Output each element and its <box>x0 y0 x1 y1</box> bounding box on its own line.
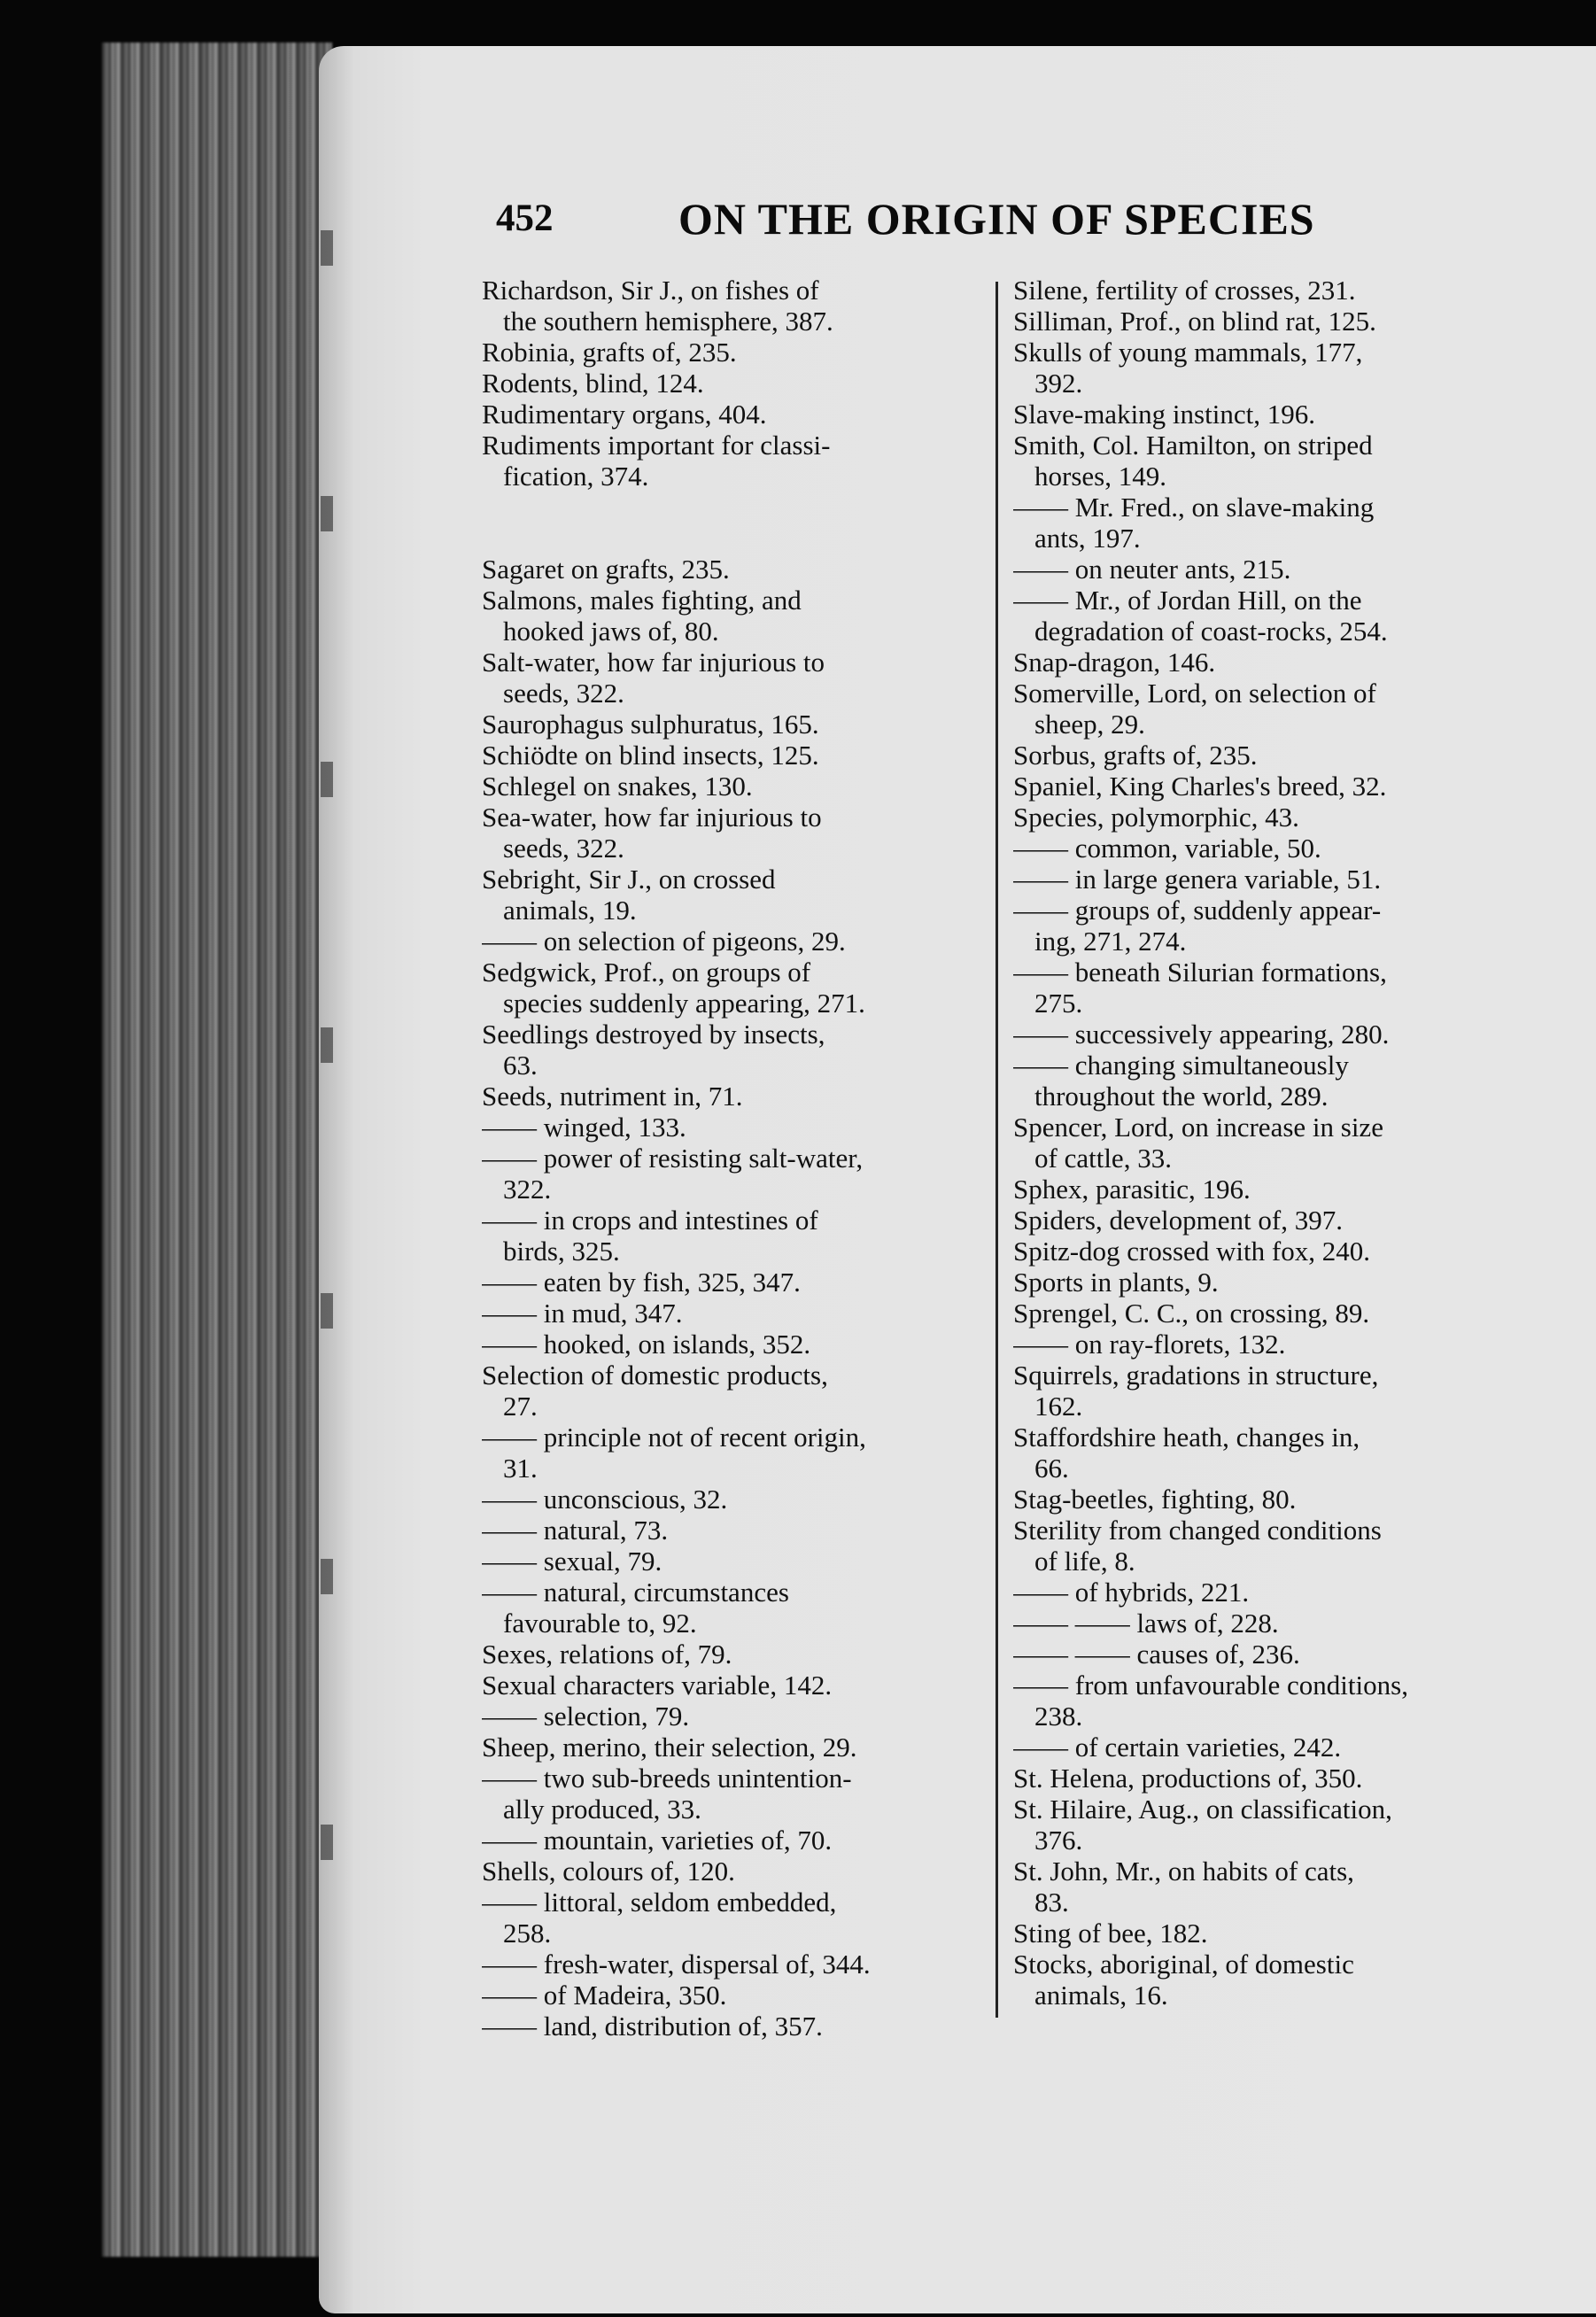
index-entry: —— of certain varieties, 242. <box>1013 1732 1342 1763</box>
index-column-right <box>1013 275 1545 2011</box>
index-entry-continuation: ing, 271, 274. <box>1034 926 1187 957</box>
index-entry: —— eaten by fish, 325, 347. <box>482 1267 801 1298</box>
index-entry: Sphex, parasitic, 196. <box>1013 1174 1251 1205</box>
index-entry: St. Helena, productions of, 350. <box>1013 1763 1363 1794</box>
index-entry: Skulls of young mammals, 177, <box>1013 337 1363 368</box>
index-entry-continuation: birds, 325. <box>503 1236 620 1267</box>
index-entry: Sheep, merino, their selection, 29. <box>482 1732 857 1763</box>
index-entry: Sagaret on grafts, 235. <box>482 554 730 585</box>
index-entry: —— power of resisting salt-water, <box>482 1143 864 1174</box>
index-entry: —— selection, 79. <box>482 1701 690 1732</box>
index-entry: —— changing simultaneously <box>1013 1050 1349 1081</box>
index-entry: —— in crops and intestines of <box>482 1205 818 1236</box>
index-entry: Selection of domestic products, <box>482 1360 828 1391</box>
index-entry-continuation: seeds, 322. <box>503 678 624 709</box>
index-entry: Slave-making instinct, 196. <box>1013 399 1315 430</box>
index-entry-continuation: ants, 197. <box>1034 523 1141 554</box>
index-entry: —— successively appearing, 280. <box>1013 1019 1390 1050</box>
index-entry: Spaniel, King Charles's breed, 32. <box>1013 771 1387 802</box>
index-entry-continuation: 376. <box>1034 1825 1083 1856</box>
index-entry: Rudiments important for classi- <box>482 430 831 461</box>
index-entry: —— —— laws of, 228. <box>1013 1608 1279 1639</box>
index-entry: Sorbus, grafts of, 235. <box>1013 740 1258 771</box>
index-entry: —— —— causes of, 236. <box>1013 1639 1300 1670</box>
index-entry: Salmons, males fighting, and <box>482 585 802 616</box>
index-entry: —— littoral, seldom embedded, <box>482 1887 837 1918</box>
index-entry: Staffordshire heath, changes in, <box>1013 1422 1360 1453</box>
index-entry: —— winged, 133. <box>482 1112 686 1143</box>
index-entry: —— on ray-florets, 132. <box>1013 1329 1286 1360</box>
index-entry: Silliman, Prof., on blind rat, 125. <box>1013 306 1376 337</box>
column-rule <box>996 282 998 2018</box>
index-entry: —— unconscious, 32. <box>482 1484 728 1515</box>
index-entry: Schiödte on blind insects, 125. <box>482 740 819 771</box>
index-entry-continuation: favourable to, 92. <box>503 1608 697 1639</box>
index-entry: —— Mr., of Jordan Hill, on the <box>1013 585 1362 616</box>
index-entry-continuation: sheep, 29. <box>1034 709 1145 740</box>
index-entry: Sebright, Sir J., on crossed <box>482 864 776 895</box>
index-entry-continuation: horses, 149. <box>1034 461 1166 492</box>
index-entry: Spitz-dog crossed with fox, 240. <box>1013 1236 1370 1267</box>
index-entry: —— on neuter ants, 215. <box>1013 554 1291 585</box>
index-column-left <box>482 275 996 2042</box>
index-entry: Sea-water, how far injurious to <box>482 802 822 833</box>
index-entry: Silene, fertility of crosses, 231. <box>1013 275 1356 306</box>
index-entry-continuation: throughout the world, 289. <box>1034 1081 1329 1112</box>
index-entry: St. John, Mr., on habits of cats, <box>1013 1856 1354 1887</box>
book-page-edges <box>102 43 332 2257</box>
index-entry: St. Hilaire, Aug., on classification, <box>1013 1794 1392 1825</box>
index-entry-continuation: 392. <box>1034 368 1083 399</box>
index-entry-continuation: ally produced, 33. <box>503 1794 701 1825</box>
index-entry-continuation: 322. <box>503 1174 552 1205</box>
index-entry: Salt-water, how far injurious to <box>482 647 825 678</box>
index-entry: —— of Madeira, 350. <box>482 1980 727 2011</box>
index-entry: Snap-dragon, 146. <box>1013 647 1216 678</box>
index-entry: Sedgwick, Prof., on groups of <box>482 957 811 988</box>
index-entry-continuation: 66. <box>1034 1453 1069 1484</box>
index-entry-continuation: 258. <box>503 1918 552 1949</box>
index-entry: —— sexual, 79. <box>482 1546 662 1577</box>
index-entry-continuation: animals, 16. <box>1034 1980 1168 2011</box>
index-entry-continuation: degradation of coast-rocks, 254. <box>1034 616 1388 647</box>
index-entry-continuation: species suddenly appearing, 271. <box>503 988 865 1019</box>
index-entry: —— beneath Silurian formations, <box>1013 957 1387 988</box>
index-entry: Saurophagus sulphuratus, 165. <box>482 709 819 740</box>
index-entry-continuation: 63. <box>503 1050 538 1081</box>
index-entry: —— on selection of pigeons, 29. <box>482 926 846 957</box>
index-entry: Richardson, Sir J., on fishes of <box>482 275 819 306</box>
gutter-marks <box>321 124 333 2073</box>
index-entry: —— of hybrids, 221. <box>1013 1577 1250 1608</box>
index-entry: Sprengel, C. C., on crossing, 89. <box>1013 1298 1370 1329</box>
index-entry: Seedlings destroyed by insects, <box>482 1019 825 1050</box>
index-entry-continuation: fication, 374. <box>503 461 649 492</box>
index-entry: —— natural, 73. <box>482 1515 669 1546</box>
index-entry: —— groups of, suddenly appear- <box>1013 895 1382 926</box>
index-entry: Seeds, nutriment in, 71. <box>482 1081 743 1112</box>
index-entry: Squirrels, gradations in structure, <box>1013 1360 1379 1391</box>
index-entry: —— two sub-breeds unintention- <box>482 1763 852 1794</box>
index-entry: Shells, colours of, 120. <box>482 1856 735 1887</box>
index-entry-continuation: 27. <box>503 1391 538 1422</box>
index-entry: Sports in plants, 9. <box>1013 1267 1219 1298</box>
index-entry: Sexes, relations of, 79. <box>482 1639 732 1670</box>
index-entry: Robinia, grafts of, 235. <box>482 337 737 368</box>
index-entry: Stocks, aboriginal, of domestic <box>1013 1949 1354 1980</box>
index-entry: Rodents, blind, 124. <box>482 368 704 399</box>
index-entry: —— natural, circumstances <box>482 1577 789 1608</box>
index-entry: Sterility from changed conditions <box>1013 1515 1382 1546</box>
index-spacer <box>482 492 996 523</box>
index-entry-continuation: of cattle, 33. <box>1034 1143 1172 1174</box>
index-entry: Spiders, development of, 397. <box>1013 1205 1343 1236</box>
page-number: 452 <box>496 198 554 239</box>
index-entry: Smith, Col. Hamilton, on striped <box>1013 430 1373 461</box>
index-entry: Stag-beetles, fighting, 80. <box>1013 1484 1297 1515</box>
index-entry: —— mountain, varieties of, 70. <box>482 1825 833 1856</box>
index-entry: —— Mr. Fred., on slave-making <box>1013 492 1375 523</box>
index-entry-continuation: the southern hemisphere, 387. <box>503 306 833 337</box>
index-entry-continuation: 275. <box>1034 988 1083 1019</box>
index-entry: Rudimentary organs, 404. <box>482 399 767 430</box>
index-entry: —— from unfavourable conditions, <box>1013 1670 1408 1701</box>
index-entry-continuation: 162. <box>1034 1391 1083 1422</box>
index-entry: Sexual characters variable, 142. <box>482 1670 833 1701</box>
index-entry: —— fresh-water, dispersal of, 344. <box>482 1949 871 1980</box>
index-entry: —— principle not of recent origin, <box>482 1422 866 1453</box>
index-entry: —— land, distribution of, 357. <box>482 2011 823 2042</box>
index-entry: —— hooked, on islands, 352. <box>482 1329 811 1360</box>
index-entry: Spencer, Lord, on increase in size <box>1013 1112 1383 1143</box>
index-entry-continuation: seeds, 322. <box>503 833 624 864</box>
index-entry-continuation: 31. <box>503 1453 538 1484</box>
page-header <box>496 193 1382 255</box>
index-entry-continuation: 238. <box>1034 1701 1083 1732</box>
index-entry: —— common, variable, 50. <box>1013 833 1321 864</box>
index-entry-continuation: animals, 19. <box>503 895 637 926</box>
index-entry: Somerville, Lord, on selection of <box>1013 678 1376 709</box>
index-entry-continuation: of life, 8. <box>1034 1546 1135 1577</box>
index-entry: Schlegel on snakes, 130. <box>482 771 753 802</box>
index-entry: —— in large genera variable, 51. <box>1013 864 1382 895</box>
running-title: ON THE ORIGIN OF SPECIES <box>678 194 1315 244</box>
index-entry: Species, polymorphic, 43. <box>1013 802 1299 833</box>
index-entry: Sting of bee, 182. <box>1013 1918 1208 1949</box>
index-spacer <box>482 523 996 554</box>
index-entry: —— in mud, 347. <box>482 1298 683 1329</box>
index-entry-continuation: 83. <box>1034 1887 1069 1918</box>
index-entry-continuation: hooked jaws of, 80. <box>503 616 719 647</box>
